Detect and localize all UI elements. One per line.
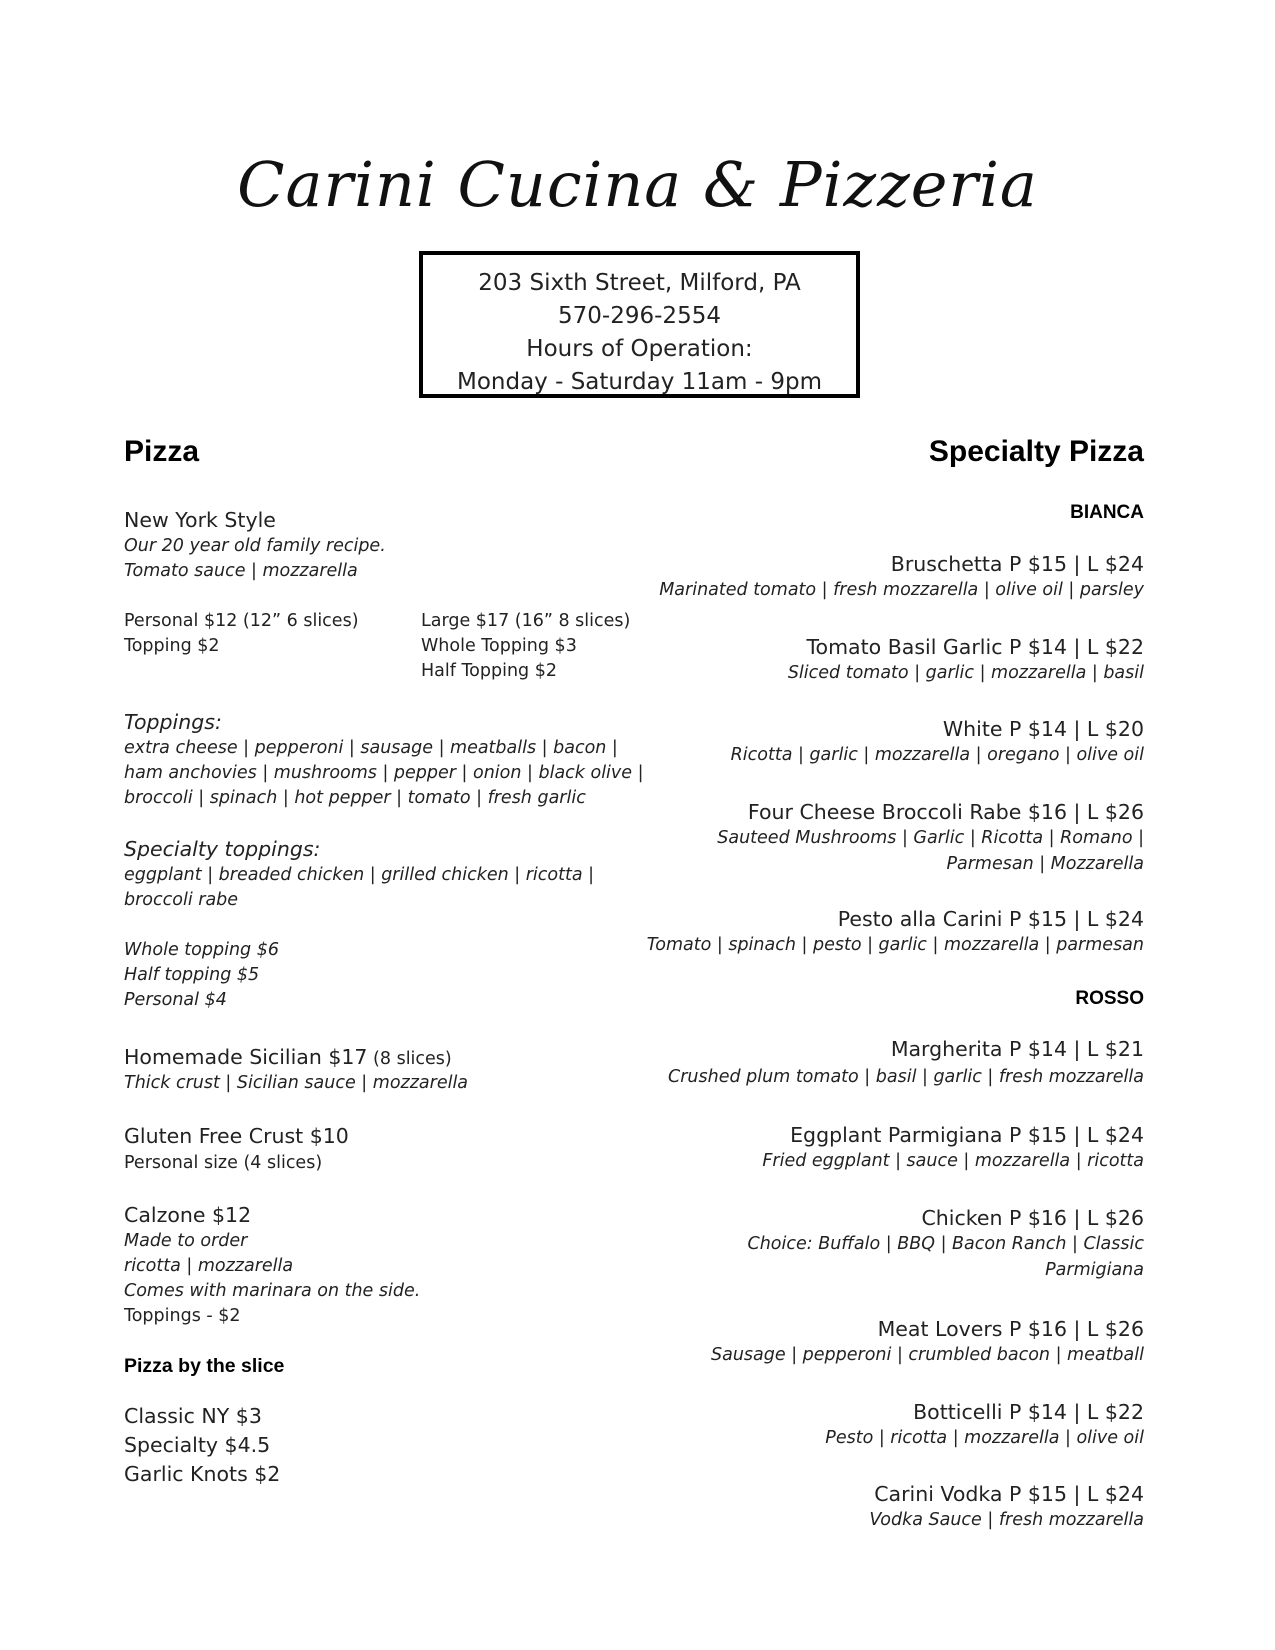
- menu-item: [762, 1122, 1144, 1174]
- ny-personal-price: Personal $12 (12” 6 slices): [124, 611, 359, 631]
- item-name: Carini Vodka P $15 | L $24: [874, 1482, 1144, 1506]
- item-desc: Sauteed Mushrooms | Garlic | Ricotta | Romano |: [717, 828, 1144, 848]
- item-name: Tomato Basil Garlic P $14 | L $22: [806, 635, 1144, 659]
- item-desc: Tomato | spinach | pesto | garlic | mozzarella | parmesan: [646, 935, 1144, 955]
- menu-item: [731, 716, 1144, 768]
- item-desc: Vodka Sauce | fresh mozzarella: [869, 1510, 1144, 1530]
- slice-item-specialty: Specialty $4.5: [124, 1433, 271, 1457]
- menu-item: [869, 1481, 1144, 1533]
- item-desc: Ricotta | garlic | mozzarella | oregano | olive oil: [730, 745, 1144, 765]
- toppings-line-1: extra cheese | pepperoni | sausage | meatballs | bacon |: [124, 738, 618, 758]
- item-desc-2: Parmesan | Mozzarella: [946, 854, 1144, 874]
- toppings-line-3: broccoli | spinach | hot pepper | tomato | fresh garlic: [124, 788, 586, 808]
- item-name: White P $14 | L $20: [942, 717, 1144, 741]
- menu-item: [659, 551, 1144, 603]
- calzone-desc-2: ricotta | mozzarella: [124, 1256, 294, 1276]
- menu-item: [717, 799, 1144, 877]
- item-desc-2: Parmigiana: [1045, 1260, 1144, 1280]
- calzone-toppings: Toppings - $2: [124, 1306, 241, 1326]
- specialty-half-topping: Half topping $5: [124, 965, 260, 985]
- rosso-label: ROSSO: [1075, 988, 1144, 1009]
- ny-large-price: Large $17 (16” 8 slices): [421, 611, 631, 631]
- item-desc: Pesto | ricotta | mozzarella | olive oil: [825, 1428, 1144, 1448]
- ny-topping-price: Topping $2: [124, 636, 220, 656]
- hours-label: Hours of Operation:: [526, 336, 753, 362]
- sicilian-slices: (8 slices): [367, 1049, 452, 1069]
- hours: Monday - Saturday 11am - 9pm: [456, 369, 822, 395]
- gluten-free-name: Gluten Free Crust $10: [124, 1124, 349, 1148]
- toppings-line-2: ham anchovies | mushrooms | pepper | onion | black olive |: [124, 763, 644, 783]
- specialty-toppings-line-1: eggplant | breaded chicken | grilled chicken | ricotta |: [124, 865, 595, 885]
- item-name: Chicken P $16 | L $26: [921, 1206, 1144, 1230]
- item-desc: Sausage | pepperoni | crumbled bacon | meatball: [711, 1345, 1144, 1365]
- item-desc: Fried eggplant | sauce | mozzarella | ricotta: [762, 1151, 1144, 1171]
- specialty-personal: Personal $4: [124, 990, 227, 1010]
- calzone-desc-3: Comes with marinara on the side.: [124, 1281, 421, 1301]
- sicilian-name-text: Homemade Sicilian $17: [124, 1045, 368, 1069]
- slice-item-classic: Classic NY $3: [124, 1404, 262, 1428]
- item-name: Margherita P $14 | L $21: [890, 1037, 1144, 1061]
- specialty-toppings-label: Specialty toppings:: [124, 837, 321, 861]
- menu-item: [647, 906, 1144, 958]
- item-desc: Choice: Buffalo | BBQ | Bacon Ranch | Classic: [747, 1234, 1144, 1254]
- item-name: Pesto alla Carini P $15 | L $24: [837, 907, 1144, 931]
- ny-style-name: New York Style: [124, 508, 276, 532]
- specialty-pizza-heading: Specialty Pizza: [928, 435, 1144, 468]
- calzone-name: Calzone $12: [124, 1203, 252, 1227]
- item-name: Four Cheese Broccoli Rabe $16 | L $26: [747, 800, 1144, 824]
- sicilian-name: [124, 1045, 452, 1072]
- restaurant-title: Carini Cucina & Pizzeria: [237, 148, 1038, 221]
- slice-heading: Pizza by the slice: [124, 1355, 285, 1377]
- specialty-whole-topping: Whole topping $6: [124, 940, 279, 960]
- item-desc: Crushed plum tomato | basil | garlic | fresh mozzarella: [668, 1067, 1144, 1087]
- info-box: [419, 251, 860, 398]
- bianca-label: BIANCA: [1070, 502, 1144, 523]
- calzone-desc-1: Made to order: [124, 1231, 248, 1251]
- item-name: Bruschetta P $15 | L $24: [890, 552, 1144, 576]
- item-name: Eggplant Parmigiana P $15 | L $24: [790, 1123, 1144, 1147]
- item-name: Botticelli P $14 | L $22: [913, 1400, 1144, 1424]
- specialty-toppings-line-2: broccoli rabe: [124, 890, 239, 910]
- ny-style-desc-1: Our 20 year old family recipe.: [124, 536, 386, 556]
- item-desc: Sliced tomato | garlic | mozzarella | basil: [787, 663, 1144, 683]
- menu-item: [788, 634, 1144, 686]
- ny-whole-topping-price: Whole Topping $3: [421, 636, 577, 656]
- menu-item: [668, 1036, 1144, 1090]
- address: 203 Sixth Street, Milford, PA: [478, 270, 801, 296]
- pizza-heading: Pizza: [124, 435, 200, 468]
- ny-style-desc-2: Tomato sauce | mozzarella: [124, 561, 358, 581]
- sicilian-desc: Thick crust | Sicilian sauce | mozzarella: [124, 1073, 469, 1093]
- toppings-label: Toppings:: [124, 710, 222, 734]
- item-name: Meat Lovers P $16 | L $26: [877, 1317, 1144, 1341]
- menu-item: [747, 1205, 1144, 1283]
- ny-half-topping-price: Half Topping $2: [421, 661, 558, 681]
- phone: 570-296-2554: [558, 303, 721, 329]
- menu-item: [711, 1316, 1144, 1368]
- slice-item-garlic-knots: Garlic Knots $2: [124, 1462, 281, 1486]
- gluten-free-desc: Personal size (4 slices): [124, 1153, 323, 1173]
- menu-item: [825, 1399, 1144, 1451]
- item-desc: Marinated tomato | fresh mozzarella | olive oil | parsley: [659, 580, 1144, 600]
